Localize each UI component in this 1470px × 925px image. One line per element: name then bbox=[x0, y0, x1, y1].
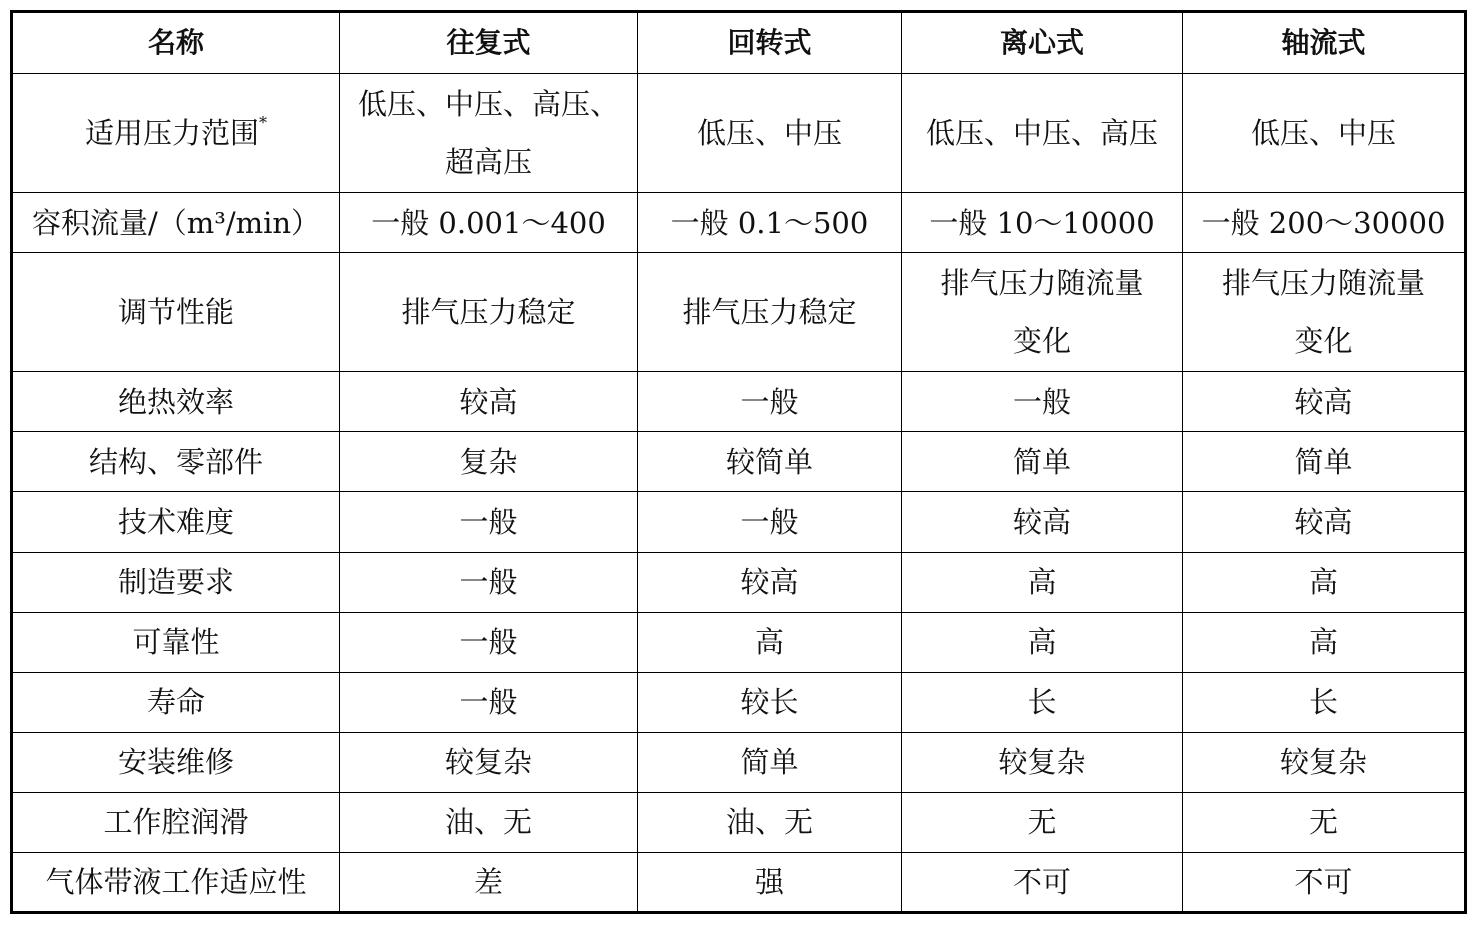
row-label bbox=[12, 193, 340, 253]
table-cell bbox=[638, 372, 902, 432]
table-cell bbox=[340, 612, 638, 672]
row-label bbox=[12, 672, 340, 732]
cell-text: 较高 bbox=[459, 384, 518, 419]
cell-text: 一般 10～10000 bbox=[929, 205, 1155, 240]
cell-text: 一般 200～30000 bbox=[1201, 205, 1446, 240]
cell-text: 排气压力稳定 bbox=[682, 295, 857, 330]
table-cell bbox=[1183, 672, 1466, 732]
cell-text: 一般 bbox=[459, 565, 518, 600]
row-label-text: 技术难度 bbox=[117, 505, 234, 539]
row-label bbox=[12, 74, 340, 193]
cell-text: 简单 bbox=[740, 745, 799, 780]
cell-text: 一般 bbox=[459, 685, 518, 720]
cell-text: 较高 bbox=[740, 565, 799, 600]
table-cell bbox=[340, 74, 638, 193]
table-cell bbox=[1183, 193, 1466, 253]
table-cell bbox=[340, 732, 638, 792]
footnote-mark: * bbox=[259, 113, 267, 133]
table-cell bbox=[340, 193, 638, 253]
cell-text: 油、无 bbox=[725, 805, 813, 840]
table-cell bbox=[340, 432, 638, 492]
cell-text: 高 bbox=[1308, 625, 1338, 660]
row-label-text: 安装维修 bbox=[117, 745, 234, 780]
table-row bbox=[12, 432, 1466, 492]
cell-text: 复杂 bbox=[459, 444, 518, 479]
table-cell bbox=[340, 552, 638, 612]
cell-text: 较高 bbox=[1294, 384, 1353, 419]
table-cell bbox=[1183, 852, 1466, 912]
row-label-text: 结构、零部件 bbox=[88, 444, 263, 479]
row-label-text: 容积流量/（m³/min） bbox=[31, 205, 321, 240]
table-cell bbox=[340, 852, 638, 912]
table-cell bbox=[340, 372, 638, 432]
row-label-text: 工作腔润滑 bbox=[103, 805, 249, 840]
table-cell bbox=[902, 74, 1183, 193]
row-label-text: 气体带液工作适应性 bbox=[45, 864, 307, 899]
header-name: 名称 bbox=[12, 12, 340, 74]
table-cell bbox=[902, 432, 1183, 492]
row-label-text: 调节性能 bbox=[117, 295, 234, 330]
cell-text: 差 bbox=[473, 864, 503, 899]
cell-text: 不可 bbox=[1012, 864, 1071, 899]
cell-text: 长 bbox=[1027, 685, 1057, 720]
table-cell bbox=[902, 372, 1183, 432]
table-cell bbox=[638, 432, 902, 492]
cell-text: 油、无 bbox=[444, 805, 532, 840]
cell-text: 排气压力稳定 bbox=[401, 295, 576, 330]
table-cell bbox=[902, 732, 1183, 792]
table-cell bbox=[1183, 732, 1466, 792]
table-cell bbox=[340, 253, 638, 372]
table-cell bbox=[638, 672, 902, 732]
table-cell bbox=[638, 852, 902, 912]
cell-text: 较简单 bbox=[725, 444, 813, 479]
table-cell bbox=[340, 792, 638, 852]
table-cell bbox=[902, 612, 1183, 672]
row-label bbox=[12, 432, 340, 492]
row-label-text: 可靠性 bbox=[132, 625, 220, 660]
table-row bbox=[12, 552, 1466, 612]
cell-text: 低压、中压 bbox=[696, 116, 842, 151]
table-row bbox=[12, 253, 1466, 372]
cell-text: 一般 bbox=[740, 384, 799, 419]
table-row bbox=[12, 492, 1466, 552]
table-cell bbox=[1183, 432, 1466, 492]
cell-text: 变化 bbox=[1294, 324, 1353, 359]
table-cell bbox=[1183, 492, 1466, 552]
cell-text: 较复杂 bbox=[444, 745, 532, 780]
header-axial: 轴流式 bbox=[1183, 12, 1466, 74]
table-cell bbox=[1183, 552, 1466, 612]
cell-text: 一般 0.001～400 bbox=[371, 205, 606, 240]
cell-text: 简单 bbox=[1012, 444, 1071, 479]
table-cell bbox=[638, 792, 902, 852]
table-cell bbox=[1183, 253, 1466, 372]
table-cell bbox=[1183, 612, 1466, 672]
cell-text: 高 bbox=[754, 625, 784, 660]
compressor-comparison-table bbox=[10, 10, 1467, 914]
cell-text: 较高 bbox=[1294, 505, 1353, 539]
cell-text: 一般 bbox=[459, 505, 518, 539]
header-reciprocating: 往复式 bbox=[340, 12, 638, 74]
table-cell bbox=[1183, 792, 1466, 852]
cell-text: 一般 bbox=[459, 625, 518, 660]
cell-text: 排气压力随流量 bbox=[1221, 266, 1425, 301]
row-label-text: 适用压力范围 bbox=[84, 116, 259, 151]
table-row bbox=[12, 74, 1466, 193]
table-cell bbox=[638, 253, 902, 372]
row-label bbox=[12, 492, 340, 552]
table-cell bbox=[638, 552, 902, 612]
table-row bbox=[12, 852, 1466, 912]
table-cell bbox=[902, 792, 1183, 852]
row-label bbox=[12, 372, 340, 432]
cell-text: 无 bbox=[1308, 805, 1338, 840]
cell-text: 较长 bbox=[740, 685, 799, 720]
cell-text: 超高压 bbox=[444, 145, 532, 180]
table-row bbox=[12, 792, 1466, 852]
table-row bbox=[12, 193, 1466, 253]
cell-text: 变化 bbox=[1012, 324, 1071, 359]
cell-text: 强 bbox=[754, 864, 784, 899]
cell-text: 排气压力随流量 bbox=[940, 266, 1144, 301]
cell-text: 长 bbox=[1308, 685, 1338, 720]
cell-text: 高 bbox=[1027, 565, 1057, 600]
table-cell bbox=[340, 672, 638, 732]
cell-text: 低压、中压 bbox=[1250, 116, 1396, 151]
header-centrifugal: 离心式 bbox=[902, 12, 1183, 74]
table-cell bbox=[638, 74, 902, 193]
table-cell bbox=[902, 253, 1183, 372]
table-cell bbox=[902, 852, 1183, 912]
row-label bbox=[12, 612, 340, 672]
row-label bbox=[12, 792, 340, 852]
table-row bbox=[12, 612, 1466, 672]
table-cell bbox=[902, 552, 1183, 612]
cell-text: 高 bbox=[1027, 625, 1057, 660]
cell-text: 一般 bbox=[740, 505, 799, 539]
cell-text: 一般 0.1～500 bbox=[670, 205, 869, 240]
table-row bbox=[12, 732, 1466, 792]
table-cell bbox=[340, 492, 638, 552]
cell-text: 低压、中压、高压、 bbox=[357, 87, 619, 122]
cell-text: 无 bbox=[1027, 805, 1057, 840]
table-body bbox=[12, 74, 1466, 913]
row-label-text: 绝热效率 bbox=[117, 384, 234, 419]
table-cell bbox=[638, 492, 902, 552]
cell-text: 较复杂 bbox=[1279, 745, 1367, 780]
table-cell bbox=[1183, 372, 1466, 432]
table-cell bbox=[638, 732, 902, 792]
row-label-text: 制造要求 bbox=[117, 565, 234, 600]
cell-text: 较高 bbox=[1012, 505, 1071, 539]
table-row bbox=[12, 372, 1466, 432]
row-label bbox=[12, 852, 340, 912]
cell-text: 简单 bbox=[1294, 444, 1353, 479]
table-cell bbox=[638, 612, 902, 672]
cell-text: 高 bbox=[1308, 565, 1338, 600]
table-cell bbox=[902, 193, 1183, 253]
cell-text: 一般 bbox=[1012, 384, 1071, 419]
table-cell bbox=[1183, 74, 1466, 193]
row-label bbox=[12, 552, 340, 612]
table-row bbox=[12, 672, 1466, 732]
table-cell bbox=[638, 193, 902, 253]
header-rotary: 回转式 bbox=[638, 12, 902, 74]
cell-text: 低压、中压、高压 bbox=[925, 116, 1158, 151]
row-label bbox=[12, 253, 340, 372]
table-cell bbox=[902, 492, 1183, 552]
cell-text: 不可 bbox=[1294, 864, 1353, 899]
row-label-text: 寿命 bbox=[146, 685, 205, 720]
cell-text: 较复杂 bbox=[998, 745, 1086, 780]
row-label bbox=[12, 732, 340, 792]
table-cell bbox=[902, 672, 1183, 732]
header-row bbox=[12, 12, 1466, 74]
